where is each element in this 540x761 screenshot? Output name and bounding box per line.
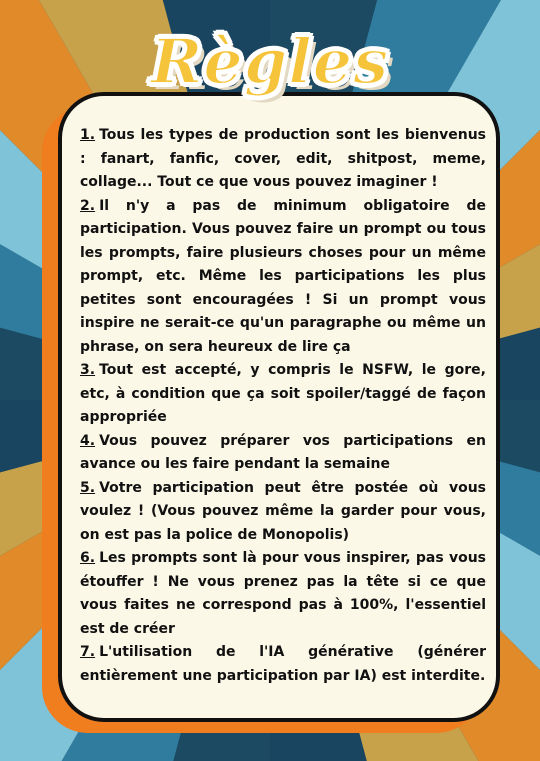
rule-text: Tous les types de production sont les bienvenus : fanart, fanfic, cover, edit, shitpost, meme, collage... Tout ce que vous pouvez imaginer ! (80, 127, 486, 190)
rule-text: Vous pouvez préparer vos participations en avance ou les faire pendant la semaine (80, 432, 486, 472)
rule-text: Il n'y a pas de minimum obligatoire de participation. Vous pouvez faire un prompt ou tous les prompts, faire plusieurs choses pour un même prompt, etc. Même les participations les plus petites sont encouragées ! Si un prompt vous inspire ne serait-ce qu'un paragraphe ou même un phrase, on sera heureux de lire ça (80, 197, 486, 355)
page-title: Règles (150, 25, 390, 98)
rule-item (80, 124, 486, 195)
rule-item (80, 547, 486, 641)
rule-text: Les prompts sont là pour vous inspirer, pas vous étouffer ! Ne vous prenez pas la tête si ce que vous faites ne correspond pas à 100%, l'essentiel est de créer (80, 550, 486, 637)
rule-text: Tout est accepté, y compris le NSFW, le gore, etc, à condition que ça soit spoiler/taggé de façon appropriée (80, 362, 486, 425)
rule-number: 3. (80, 362, 96, 378)
title-banner (0, 14, 540, 110)
rule-number: 4. (80, 432, 96, 449)
rule-number: 1. (80, 127, 96, 143)
rule-number: 6. (80, 550, 96, 566)
rule-text: Votre participation peut être postée où vous voulez ! (Vous pouvez même la garder pour vous, on est pas la police de Monopolis) (80, 479, 486, 543)
rule-item (80, 477, 486, 548)
rule-text: L'utilisation de l'IA générative (générer entièrement une participation par IA) est interdite. (80, 644, 486, 684)
rules-list (80, 124, 486, 688)
rule-number: 5. (80, 479, 96, 496)
rule-item (80, 430, 486, 477)
rule-item (80, 641, 486, 688)
rule-item (80, 359, 486, 430)
rule-item (80, 195, 486, 360)
rule-number: 2. (80, 197, 96, 214)
rule-number: 7. (80, 644, 96, 660)
